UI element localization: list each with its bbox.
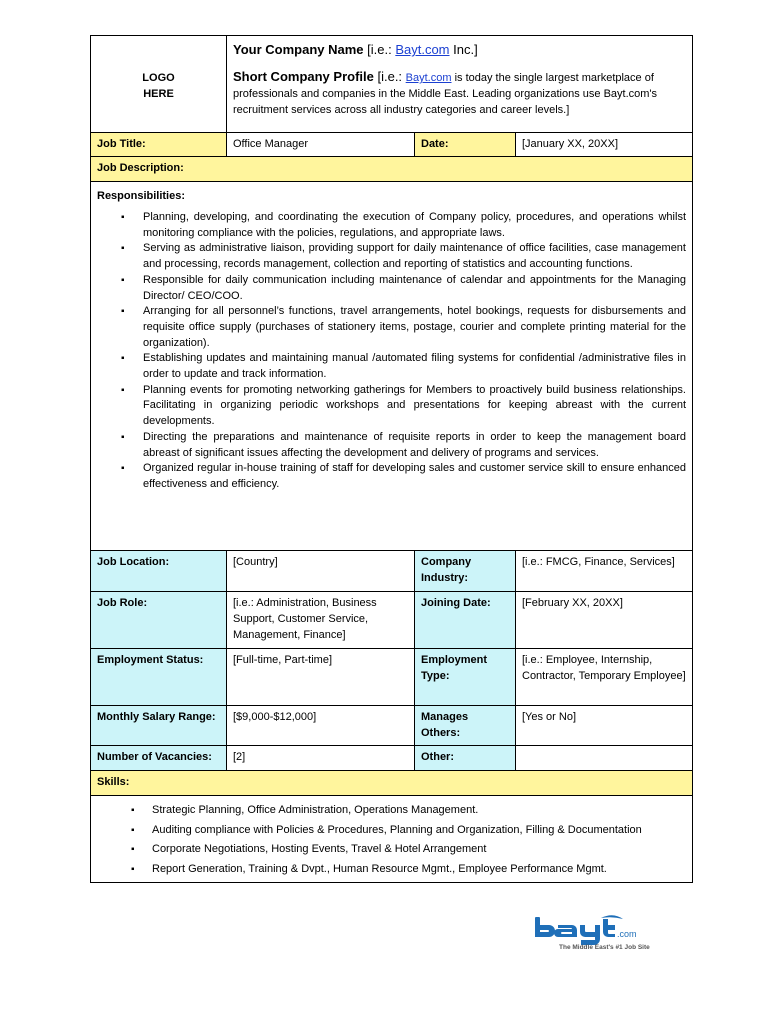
skill-item: ▪ Corporate Negotiations, Hosting Events, Travel & Hotel Arrangement — [152, 840, 686, 860]
skills-label: Skills: — [91, 771, 693, 796]
other-label: Other: — [415, 746, 516, 771]
responsibility-item: ▪ Arranging for all personnel’s functions, travel arrangements, hotel bookings, requests for disbursements and requisite office supply (purchases of stationery items, postage, courier and complete printing material for the organization). — [143, 304, 686, 351]
responsibilities-list — [97, 210, 686, 493]
vacancies-label: Number of Vacancies: — [91, 746, 227, 771]
manages-others-label: Manages Others: — [415, 706, 516, 746]
skill-item: ▪ Auditing compliance with Policies & Procedures, Planning and Organization, Filling & Documentation — [152, 821, 686, 841]
responsibility-item: ▪ Serving as administrative liaison, providing support for daily maintenance of office facilities, case management and processing, records management, collection and reporting of statistics and accounting functions. — [143, 241, 686, 272]
job-description-table — [90, 35, 693, 883]
job-role-value: [i.e.: Administration, Business Support, Customer Service, Management, Finance] — [227, 592, 415, 649]
employment-type-label: Employment Type: — [415, 649, 516, 706]
skills-section — [91, 796, 693, 883]
joining-date-value: [February XX, 20XX] — [516, 592, 693, 649]
salary-range-label: Monthly Salary Range: — [91, 706, 227, 746]
job-location-value: [Country] — [227, 551, 415, 592]
logo-placeholder: LOGO HERE — [91, 36, 227, 133]
job-description-document — [90, 35, 692, 883]
manages-others-value: [Yes or No] — [516, 706, 693, 746]
company-link[interactable]: Bayt.com — [395, 42, 450, 57]
employment-type-value: [i.e.: Employee, Internship, Contractor, Temporary Employee] — [516, 649, 693, 706]
responsibilities-label: Responsibilities: — [97, 190, 186, 202]
responsibilities-section — [91, 182, 693, 551]
bayt-wordmark — [535, 915, 623, 945]
job-title-value: Office Manager — [227, 133, 415, 157]
job-title-label: Job Title: — [91, 133, 227, 157]
skills-list — [97, 801, 686, 879]
responsibility-item: ▪ Planning events for promoting networking gatherings for Members to proactively build business relationships. Facilitating in organizing periodic workshops and presentations for keeping abreast with the current developments. — [143, 383, 686, 430]
skill-item: ▪ Report Generation, Training & Dvpt., Human Resource Mgmt., Employee Performance Mgmt. — [152, 860, 686, 880]
company-profile: Short Company Profile [i.e.: Bayt.com is today the single largest marketplace of professionals and companies in the Middle East. Leading organizations use Bayt.com's recruitment services across all industry categories and career levels.] — [233, 69, 658, 116]
bayt-tagline: The Middle East's #1 Job Site — [559, 944, 650, 951]
company-info — [227, 36, 693, 133]
company-industry-label: Company Industry: — [415, 551, 516, 592]
skill-item: ▪ Strategic Planning, Office Administration, Operations Management. — [152, 801, 686, 821]
job-role-label: Job Role: — [91, 592, 227, 649]
responsibility-item: ▪ Directing the preparations and maintenance of requisite reports in order to keep the management board abreast of significant issues affecting the development and delivery of programs and services. — [143, 430, 686, 461]
job-location-label: Job Location: — [91, 551, 227, 592]
bayt-logo — [535, 915, 685, 955]
company-industry-value: [i.e.: FMCG, Finance, Services] — [516, 551, 693, 592]
date-label: Date: — [415, 133, 516, 157]
bayt-dotcom: .com — [617, 929, 637, 939]
joining-date-label: Joining Date: — [415, 592, 516, 649]
responsibility-item: ▪ Planning, developing, and coordinating the execution of Company policy, procedures, and operations whilst monitoring compliance with the policies, regulations, and appropriate laws. — [143, 210, 686, 241]
responsibility-item: ▪ Organized regular in-house training of staff for developing sales and customer service skill to ensure enhanced effectiveness and efficiency. — [143, 461, 686, 492]
date-value: [January XX, 20XX] — [516, 133, 693, 157]
employment-status-value: [Full-time, Part-time] — [227, 649, 415, 706]
bayt-logo-graphic — [535, 915, 685, 955]
responsibility-item: ▪ Responsible for daily communication including maintenance of calendar and appointments for the Managing Director/ CEO/COO. — [143, 273, 686, 304]
profile-link[interactable]: Bayt.com — [405, 72, 452, 84]
responsibility-item: ▪ Establishing updates and maintaining manual /automated filing systems for confidential /administrative files in order to update and track information. — [143, 351, 686, 382]
company-name: Your Company Name [i.e.: Bayt.com Inc.] — [233, 42, 478, 57]
other-value — [516, 746, 693, 771]
job-description-label: Job Description: — [91, 157, 693, 182]
salary-range-value: [$9,000-$12,000] — [227, 706, 415, 746]
employment-status-label: Employment Status: — [91, 649, 227, 706]
vacancies-value: [2] — [227, 746, 415, 771]
